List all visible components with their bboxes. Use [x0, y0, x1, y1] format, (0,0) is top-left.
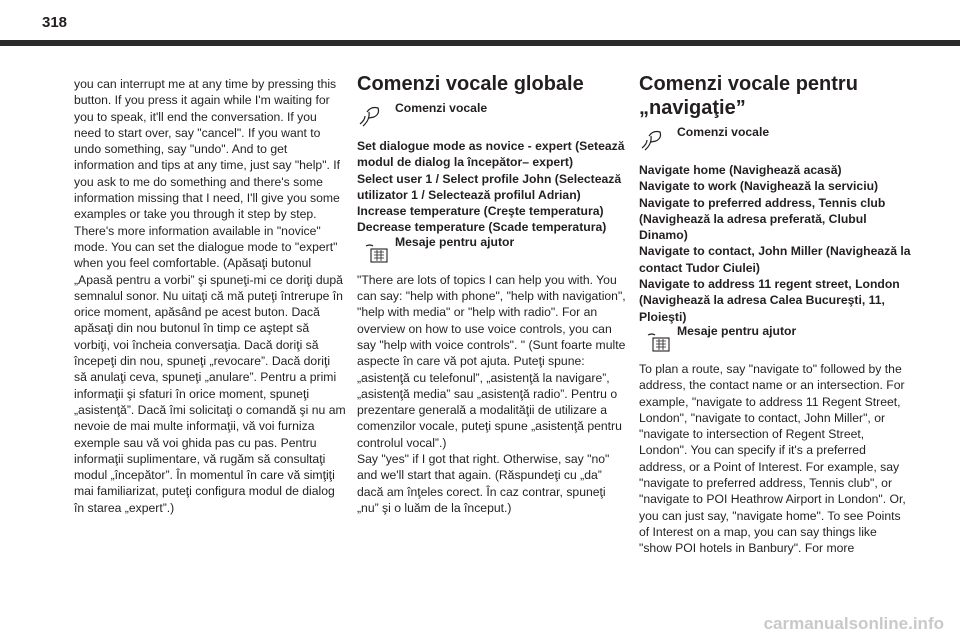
column-3 [639, 70, 911, 557]
column-1 [74, 70, 346, 516]
subheading-help-messages [639, 325, 911, 361]
navigation-help-text: To plan a route, say "navigate to" followed by the address, the contact name or an intersection. For example, "navigate to address 11 Regent Street, London", "navigate to contact, John Miller", or "navigate to intersection of Regent Street, London". You can specify if it's a preferred address, or a Point of Interest. For example, say "navigate to preferred address, Tennis club", or "navigate to POI Heathrow Airport in London". Or, you can just say, "navigate home". To see Points of Interest on a map, you can say things like "show POI hotels in Banbury". For more [639, 361, 906, 556]
subheading-voice-commands [357, 100, 629, 138]
help-message-icon [647, 329, 671, 353]
voice-command-icon [357, 104, 381, 128]
subheading-label: Mesaje pentru ajutor [677, 323, 797, 338]
intro-text: you can interrupt me at any time by pressing this button. If you press it again while I'm waiting for you to speak, it'll end the conversation. If you need to start over, say "cancel". If you want to undo something, say "undo". And to get information and tips at any time, just say "help". If you ask to me do something and there's some information missing that I need, I'll give you some examples or take you through it step by step. There's more information available in "novice" mode. You can set the dialogue mode to "expert" when you feel comfortable. (Apăsaţi butonul „Apasă pentru a vorbi” şi spuneţi-mi ce doriţi după semnalul sonor. Nu uitaţi că mă puteţi întrerupe în orice moment, apăsând pe acest buton. Dacă apăsaţi din nou butonul în timp ce aştept să vorbiţi, voi încheia conversaţia. Dacă doriţi să începeţi din nou, spuneţi „revocare”. Dacă doriţi să anulaţi ceva, spuneţi „anulare”. Pentru a primi informaţii şi sfaturi în orice moment, spuneţi „asistenţă”. Dacă îmi solicitaţi o comandă şi nu am nevoie de mai multe informaţii, vă voi furniza exemple sau vă voi ghida pas cu pas. Pentru informaţii suplimentare, vă rugăm să consultaţi modul „începător”. În momentul în care vă simţiţi mai familiarizat, puteţi configura modul de dialog în starea „expert”.) [74, 77, 346, 515]
watermark: carmanualsonline.info [763, 614, 944, 633]
help-message-icon [365, 240, 389, 264]
subheading-label: Mesaje pentru ajutor [395, 234, 515, 249]
voice-command-icon [639, 128, 663, 152]
header-bar [0, 40, 960, 46]
section-heading-global: Comenzi vocale globale [357, 73, 584, 95]
column-2 [357, 70, 629, 516]
subheading-voice-commands [639, 124, 911, 162]
subheading-help-messages [357, 236, 629, 272]
global-commands-list: Set dialogue mode as novice - expert (Setează modul de dialog la începător– expert) Select user 1 / Select profile John (Selectează utilizator 1 / Selectează profilul Adrian) Increase temperature (Creşte temperatura) Decrease temperature (Scade temperatura) [357, 139, 625, 235]
navigation-commands-list: Navigate home (Navighează acasă) Navigate to work (Navighează la serviciu) Navigate to preferred address, Tennis club (Navighează la adresa preferată, Clubul Dinamo) Navigate to contact, John Miller (Navighează la contact Tudor Ciulei) Navigate to address 11 regent street, London (Navighează la adresa Calea Bucureşti, 11, Ploieşti) [639, 163, 911, 324]
subheading-label: Comenzi vocale [677, 125, 770, 139]
page-number: 318 [42, 14, 68, 31]
global-help-text: "There are lots of topics I can help you with. You can say: "help with phone", "help with navigation", "help with media" or "help with radio". For an overview on how to use voice controls, you can say "help with voice controls". " (Sunt foarte multe aspecte în care vă pot ajuta. Puteţi spune: „asistenţă cu telefonul”, „asistenţă la navigare”, „asistenţă media” sau „asistenţă radio”. Pentru o prezentare generală a modalităţii de utilizare a comenzilor vocale, puteţi spune „asistenţă pentru controlul vocal”.) Say "yes" if I got that right. Otherwise, say "no" and we'll start that again. (Răspundeţi cu „da” dacă am înţeles corect. În caz contrar, spuneţi „nu” şi o luăm de la început.) [357, 272, 626, 515]
subheading-label: Comenzi vocale [395, 101, 488, 115]
section-heading-navigation: Comenzi vocale pentru „navigaţie” [639, 73, 858, 119]
